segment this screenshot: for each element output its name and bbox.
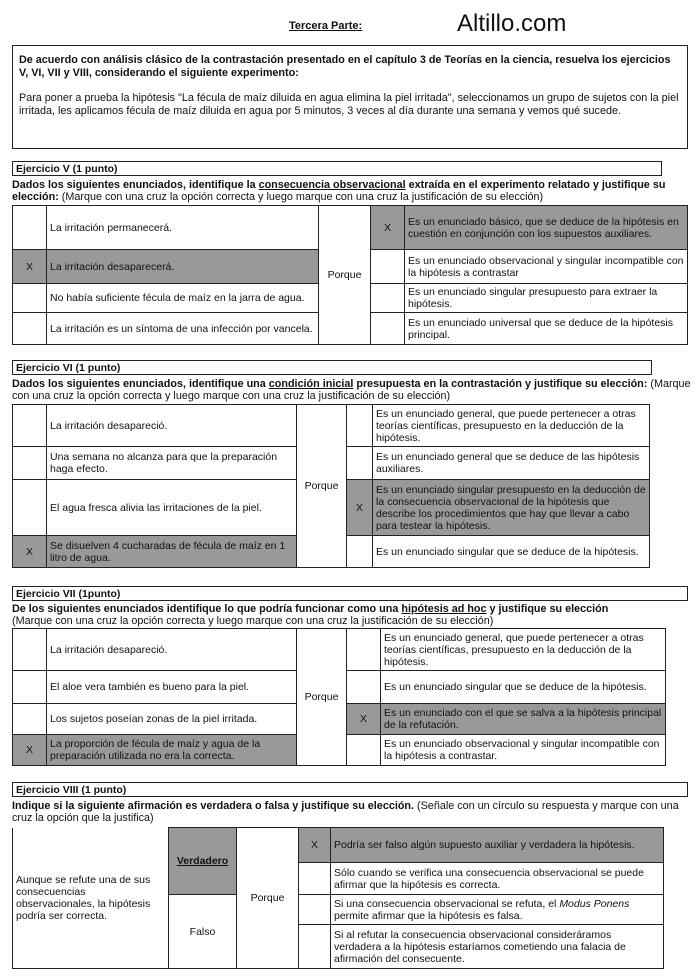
option-checkbox[interactable] bbox=[13, 313, 47, 345]
justification-checkbox[interactable] bbox=[347, 629, 381, 671]
justification-statement bbox=[331, 895, 664, 925]
justification-checkbox[interactable] bbox=[347, 735, 381, 766]
justification-checkbox[interactable] bbox=[299, 925, 331, 969]
justification-statement: Es un enunciado observacional y singular incompatible con la hipótesis a contrastar. bbox=[381, 735, 666, 766]
justification-text: Si una consecuencia observacional se refuta, el bbox=[334, 897, 560, 910]
instr-note: (Señale con un círculo su respuesta y marque con una cruz la opción que la justifica) bbox=[12, 800, 679, 824]
exercise-8-title: Ejercicio VIII (1 punto) bbox=[12, 782, 688, 797]
option-checkbox[interactable] bbox=[13, 704, 47, 735]
instr-text: Dados los siguientes enunciados, identifique la bbox=[12, 179, 259, 191]
justification-statement: Es un enunciado singular presupuesto en la deducción de la consecuencia observacional de la hipótesis que describe los procedimientos que hay que llevar a cabo para testear la hipótesis. bbox=[373, 480, 650, 536]
option-statement: Los sujetos poseían zonas de la piel irritada. bbox=[47, 704, 297, 735]
instr-text: Indique si la siguiente afirmación es verdadera o falsa y justifique su elección. bbox=[12, 800, 415, 812]
option-statement: Una semana no alcanza para que la preparación haga efecto. bbox=[47, 447, 297, 480]
justification-statement: Es un enunciado singular presupuesto para extraer la hipótesis. bbox=[405, 284, 688, 313]
instr-note: (Marque con una cruz la opción correcta y luego marque con una cruz la justificación de su elección) bbox=[12, 615, 494, 627]
option-checkbox[interactable] bbox=[13, 447, 47, 480]
exercise-7-instructions bbox=[12, 603, 692, 627]
option-checkbox[interactable]: X bbox=[13, 250, 47, 284]
option-statement: La irritación desapareció. bbox=[47, 629, 297, 671]
instr-text: extraída en el experimento relatado y justifique su elección: bbox=[12, 179, 666, 203]
section-title: Tercera Parte: bbox=[289, 20, 363, 32]
option-checkbox[interactable] bbox=[13, 405, 47, 447]
intro-instructions: De acuerdo con análisis clásico de la contrastación presentado en el capítulo 3 de Teorías en la ciencia, resuelva los ejercicios V, VI, VII y VIII, considerando el siguiente experimento: bbox=[19, 54, 671, 79]
justification-statement: Es un enunciado general que se deduce de las hipótesis auxiliares. bbox=[373, 447, 650, 480]
justification-checkbox[interactable] bbox=[371, 313, 405, 345]
option-checkbox[interactable]: X bbox=[13, 536, 47, 568]
justification-checkbox[interactable] bbox=[347, 671, 381, 704]
justification-statement: Sólo cuando se verifica una consecuencia observacional se puede afirmar que la hipótesis es correcta. bbox=[331, 863, 664, 895]
justification-checkbox[interactable] bbox=[299, 863, 331, 895]
exercise-5-instructions bbox=[12, 179, 692, 203]
option-statement: El aloe vera también es bueno para la piel. bbox=[47, 671, 297, 704]
statement-cell: Aunque se refute una de sus consecuencias observacionales, la hipótesis podría ser correcta. bbox=[13, 828, 169, 969]
exercise-6-table bbox=[12, 404, 650, 568]
justification-statement: Si al refutar la consecuencia observacional consideráramos verdadera a la hipótesis estaríamos cometiendo una falacia de afirmación del consecuente. bbox=[331, 925, 664, 969]
justification-checkbox[interactable] bbox=[371, 250, 405, 284]
option-checkbox[interactable] bbox=[13, 629, 47, 671]
option-statement: La proporción de fécula de maíz y agua de la preparación utilizada no era la correcta. bbox=[47, 735, 297, 766]
option-statement: No había suficiente fécula de maíz en la jarra de agua. bbox=[47, 284, 319, 313]
justification-checkbox[interactable] bbox=[347, 536, 373, 568]
justification-statement: Es un enunciado singular que se deduce de la hipótesis. bbox=[373, 536, 650, 568]
porque-label: Porque bbox=[297, 629, 347, 766]
exercise-6-instructions bbox=[12, 378, 692, 402]
justification-checkbox[interactable]: X bbox=[371, 206, 405, 250]
option-statement: La irritación es un síntoma de una infección por vancela. bbox=[47, 313, 319, 345]
justification-checkbox[interactable] bbox=[347, 447, 373, 480]
justification-checkbox[interactable] bbox=[371, 284, 405, 313]
falso-option[interactable]: Falso bbox=[169, 895, 237, 969]
option-statement: La irritación desaparecerá. bbox=[47, 250, 319, 284]
justification-statement: Es un enunciado general, que puede pertenecer a otras teorías científicas, presupuesto en la deducción de la hipótesis. bbox=[381, 629, 666, 671]
option-checkbox[interactable] bbox=[13, 206, 47, 250]
porque-label: Porque bbox=[319, 206, 371, 345]
instr-key-term: hipótesis ad hoc bbox=[401, 603, 487, 615]
instr-note: (Marque con una cruz la opción correcta y luego marque con una cruz la justificación de su elección) bbox=[12, 378, 691, 402]
option-statement: El agua fresca alivia las irritaciones de la piel. bbox=[47, 480, 297, 536]
instr-text: presupuesta en la contrastación y justifique su elección: bbox=[353, 378, 648, 390]
brand-logo-text: Altillo.com bbox=[457, 10, 567, 37]
justification-statement: Es un enunciado universal que se deduce de la hipótesis principal. bbox=[405, 313, 688, 345]
exercise-7-table bbox=[12, 628, 666, 766]
modus-ponens-term: Modus Ponens bbox=[559, 897, 630, 910]
justification-statement: Es un enunciado básico, que se deduce de la hipótesis en cuestión en conjunción con los supuestos auxiliares. bbox=[405, 206, 688, 250]
exercise-6-title: Ejercicio VI (1 punto) bbox=[12, 360, 652, 375]
intro-box bbox=[12, 45, 688, 149]
justification-statement: Es un enunciado con el que se salva a la hipótesis principal de la refutación. bbox=[381, 704, 666, 735]
justification-statement: Podría ser falso algún supuesto auxiliar y verdadera la hipótesis. bbox=[331, 828, 664, 863]
justification-statement: Es un enunciado singular que se deduce de la hipótesis. bbox=[381, 671, 666, 704]
option-statement: La irritación permanecerá. bbox=[47, 206, 319, 250]
exercise-8-instructions bbox=[12, 800, 692, 824]
option-checkbox[interactable] bbox=[13, 671, 47, 704]
justification-checkbox[interactable]: X bbox=[299, 828, 331, 863]
justification-checkbox[interactable] bbox=[347, 405, 373, 447]
exercise-5-title: Ejercicio V (1 punto) bbox=[12, 161, 662, 176]
exercise-5-table bbox=[12, 205, 688, 345]
option-checkbox[interactable]: X bbox=[13, 735, 47, 766]
exercise-7-title: Ejercicio VII (1punto) bbox=[12, 586, 688, 601]
instr-text: De los siguientes enunciados identifique lo que podría funcionar como una bbox=[12, 603, 402, 615]
justification-checkbox[interactable]: X bbox=[347, 480, 373, 536]
option-checkbox[interactable] bbox=[13, 284, 47, 313]
instr-note: (Marque con una cruz la opción correcta y luego marque con una cruz la justificación de su elección) bbox=[58, 191, 544, 203]
justification-statement: Es un enunciado observacional y singular incompatible con la hipótesis a contrastar bbox=[405, 250, 688, 284]
instr-text: Dados los siguientes enunciados, identifique una bbox=[12, 378, 269, 390]
porque-label: Porque bbox=[297, 405, 347, 568]
intro-experiment: Para poner a prueba la hipótesis "La fécula de maíz diluida en agua elimina la piel irritada", seleccionamos un grupo de sujetos con la piel irritada, les aplicamos fécula de maíz diluida en agua por 5 minutos, 3 veces al día durante una semana y vemos qué sucede. bbox=[19, 92, 679, 117]
verdadero-option[interactable]: Verdadero bbox=[169, 828, 237, 895]
porque-label: Porque bbox=[237, 828, 299, 969]
justification-text: permite afirmar que la hipótesis es falsa. bbox=[334, 909, 523, 922]
instr-text: y justifique su elección bbox=[486, 603, 609, 615]
justification-checkbox[interactable]: X bbox=[347, 704, 381, 735]
option-statement: La irritación desapareció. bbox=[47, 405, 297, 447]
justification-checkbox[interactable] bbox=[299, 895, 331, 925]
option-statement: Se disuelven 4 cucharadas de fécula de maíz en 1 litro de agua. bbox=[47, 536, 297, 568]
justification-statement: Es un enunciado general, que puede pertenecer a otras teorías científicas, presupuesto en la deducción de la hipótesis. bbox=[373, 405, 650, 447]
instr-key-term: consecuencia observacional bbox=[258, 179, 406, 191]
option-checkbox[interactable] bbox=[13, 480, 47, 536]
instr-key-term: condición inicial bbox=[268, 378, 354, 390]
exercise-8-table bbox=[12, 827, 664, 969]
